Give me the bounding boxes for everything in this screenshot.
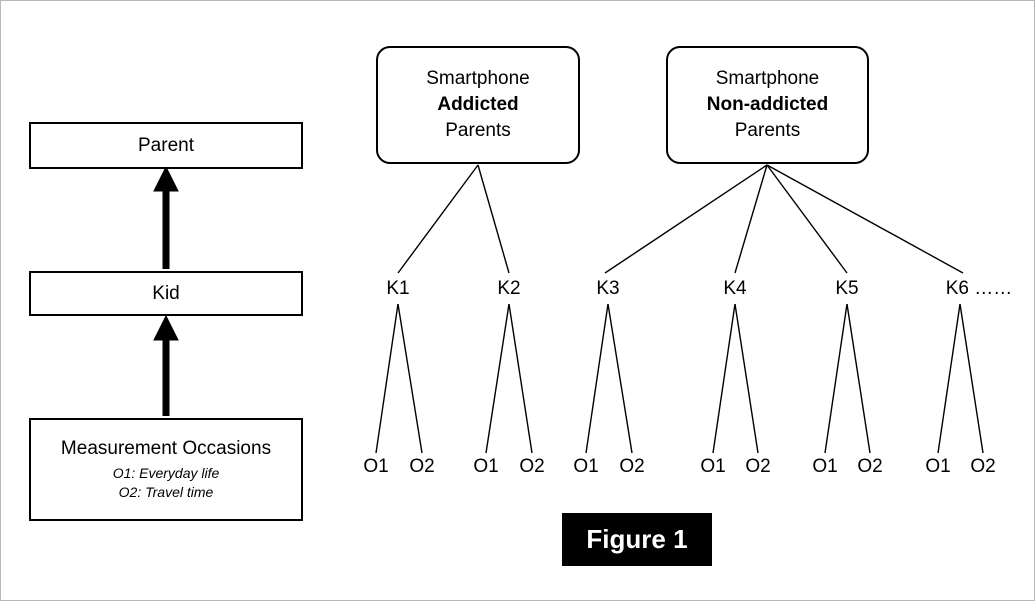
- group-box-nonaddicted-parents: [666, 46, 869, 164]
- occasion-node-k1-o1: O1: [363, 456, 389, 477]
- kid-node-k5: K5: [835, 278, 859, 299]
- kid-level-box: [29, 271, 303, 316]
- occasion-node-k3-o2: O2: [619, 456, 645, 477]
- occasion-node-k4-o1: O1: [700, 456, 726, 477]
- parent-level-box: [29, 122, 303, 169]
- kid-node-k6: K6 ……: [945, 278, 1013, 299]
- occasion-node-k2-o1: O1: [473, 456, 499, 477]
- figure-caption: Figure 1: [562, 513, 712, 566]
- group-nonaddicted-line-1: Smartphone: [715, 67, 820, 89]
- occasion-node-k5-o1: O1: [812, 456, 838, 477]
- occasion-node-k5-o2: O2: [857, 456, 883, 477]
- occasion-node-k6-o1: O1: [925, 456, 951, 477]
- kid-node-k2: K2: [497, 278, 521, 299]
- kid-node-k1: K1: [386, 278, 410, 299]
- measurement-occasion-1-label: O1: Everyday life: [112, 465, 220, 482]
- group-box-addicted-parents: [376, 46, 580, 164]
- occasion-node-k4-o2: O2: [745, 456, 771, 477]
- parent-level-label: Parent: [138, 134, 194, 156]
- kid-level-label: Kid: [152, 282, 180, 304]
- group-addicted-line-3: Parents: [445, 120, 511, 142]
- occasion-node-k2-o2: O2: [519, 456, 545, 477]
- measurement-occasion-2-label: O2: Travel time: [118, 484, 214, 501]
- group-nonaddicted-line-3: Parents: [734, 120, 801, 142]
- group-addicted-line-2: Addicted: [437, 93, 519, 115]
- kid-node-k4: K4: [723, 278, 747, 299]
- occasion-node-k6-o2: O2: [970, 456, 996, 477]
- occasion-node-k3-o1: O1: [573, 456, 599, 477]
- kid-node-k3: K3: [596, 278, 620, 299]
- measurement-occasions-box: [29, 418, 303, 521]
- occasion-node-k1-o2: O2: [409, 456, 435, 477]
- measurement-occasions-label: Measurement Occasions: [60, 437, 272, 459]
- group-addicted-line-1: Smartphone: [426, 67, 530, 89]
- group-nonaddicted-line-2: Non-addicted: [706, 93, 829, 115]
